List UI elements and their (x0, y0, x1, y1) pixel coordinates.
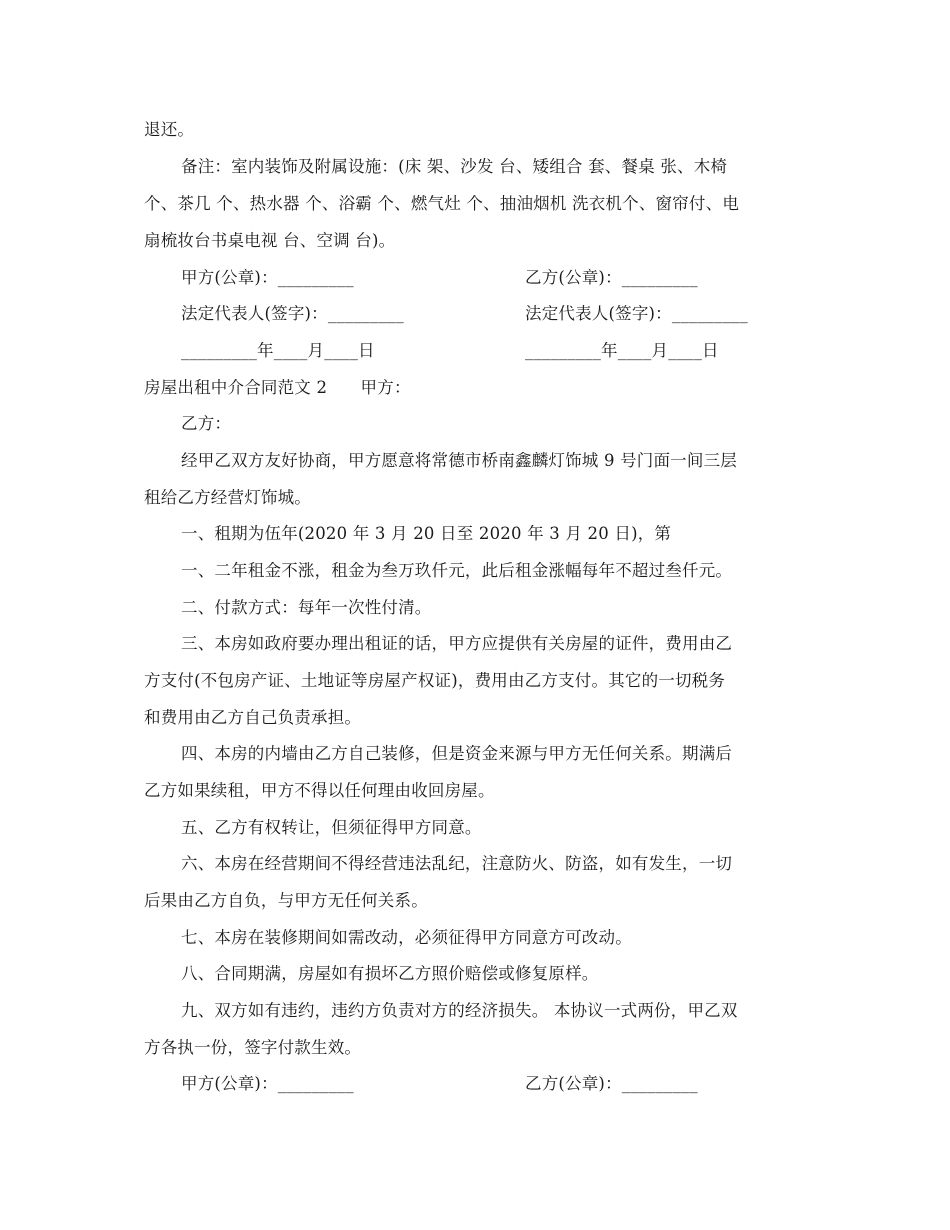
party-a-seal: 甲方(公章)：_________ (181, 1074, 354, 1093)
party-b-seal: 乙方(公章)：_________ (525, 1074, 698, 1093)
text-line: 个、茶几 个、热水器 个、浴霸 个、燃气灶 个、抽油烟机 洗衣机个、窗帘付、电 (144, 194, 740, 213)
text-line: 退还。 (144, 120, 195, 139)
text-line: 一、租期为伍年(2020 年 3 月 20 日至 2020 年 3 月 20 日)，第 (181, 524, 672, 543)
text-line: 备注：室内装饰及附属设施：(床 架、沙发 台、矮组合 套、餐桌 张、木椅 (181, 157, 728, 176)
text-line: 后果由乙方自负，与甲方无任何关系。 (144, 891, 428, 910)
party-a-date: _________年____月____日 (181, 341, 375, 360)
text-line: 九、双方如有违约，违约方负责对方的经济损失。 本协议一式两份，甲乙双 (181, 1001, 738, 1020)
party-a-seal: 甲方(公章)：_________ (181, 268, 354, 287)
party-b-seal: 乙方(公章)：_________ (525, 268, 698, 287)
text-line: 乙方如果续租，甲方不得以任何理由收回房屋。 (144, 781, 495, 800)
text-line: 二、付款方式：每年一次性付清。 (181, 598, 432, 617)
text-line: 三、本房如政府要办理出租证的话，甲方应提供有关房屋的证件，费用由乙 (181, 634, 733, 653)
text-line: 方支付(不包房产证、土地证等房屋产权证)，费用由乙方支付。其它的一切税务 (144, 671, 726, 690)
text-line: 五、乙方有权转让，但须征得甲方同意。 (181, 818, 482, 837)
party-a-representative: 法定代表人(签字)：_________ (181, 304, 404, 323)
party-b-date: _________年____月____日 (525, 341, 719, 360)
text-line: 六、本房在经营期间不得经营违法乱纪，注意防火、防盗，如有发生，一切 (181, 854, 733, 873)
text-line: 和费用由乙方自己负责承担。 (144, 708, 362, 727)
text-line: 方各执一份，签字付款生效。 (144, 1038, 362, 1057)
text-line: 扇梳妆台书桌电视 台、空调 台)。 (144, 231, 396, 250)
text-line: 八、合同期满，房屋如有损坏乙方照价赔偿或修复原样。 (181, 964, 599, 983)
text-line: 租给乙方经营灯饰城。 (144, 488, 311, 507)
text-line: 乙方： (181, 414, 232, 433)
section-title: 房屋出租中介合同范文 2 甲方： (144, 378, 411, 397)
text-line: 四、本房的内墙由乙方自己装修，但是资金来源与甲方无任何关系。期满后 (181, 744, 733, 763)
text-line: 一、二年租金不涨，租金为叁万玖仟元，此后租金涨幅每年不超过叁仟元。 (181, 561, 733, 580)
text-line: 经甲乙双方友好协商，甲方愿意将常德市桥南鑫麟灯饰城 9 号门面一间三层 (181, 451, 737, 470)
text-line: 七、本房在装修期间如需改动，必须征得甲方同意方可改动。 (181, 928, 632, 947)
party-b-representative: 法定代表人(签字)：_________ (525, 304, 748, 323)
